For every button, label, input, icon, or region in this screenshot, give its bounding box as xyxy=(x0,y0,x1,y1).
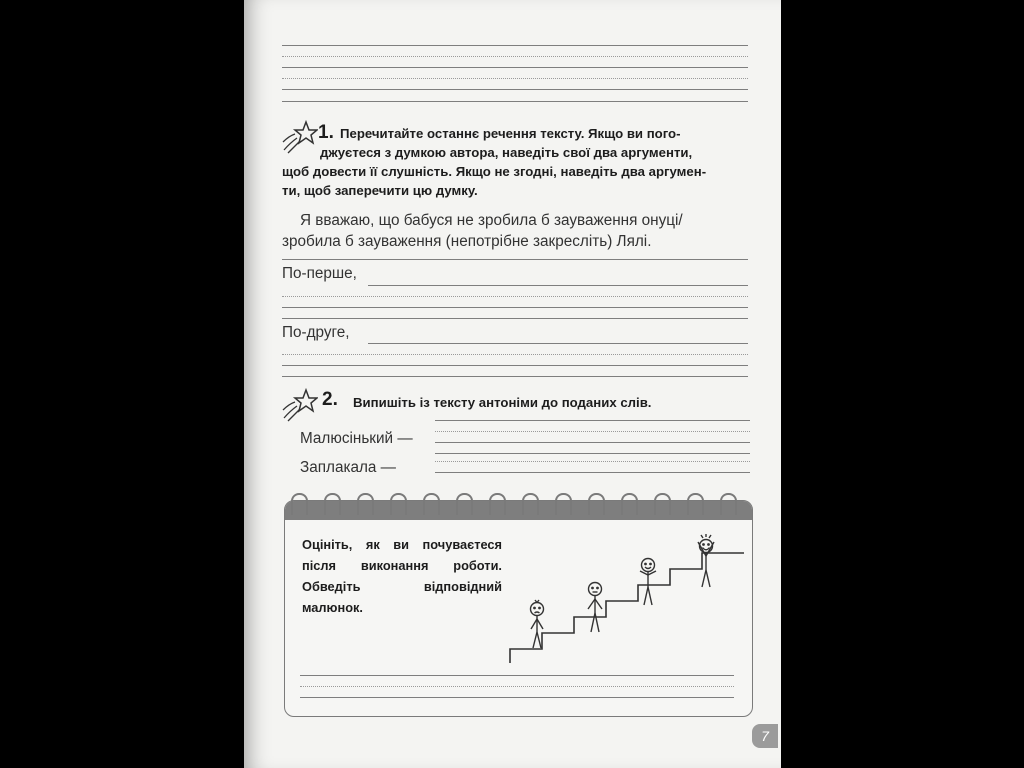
spiral-ring xyxy=(654,493,671,515)
spiral-ring xyxy=(357,493,374,515)
mood-staircase-illustration xyxy=(500,525,750,675)
spiral-ring xyxy=(423,493,440,515)
writing-line[interactable] xyxy=(282,89,748,90)
writing-line[interactable] xyxy=(282,318,748,319)
task-1-sentence-line-1: Я вважаю, що бабуся не зробила б зауваження онуці/ xyxy=(300,212,683,229)
notepad-writing-line[interactable] xyxy=(300,697,734,698)
writing-line[interactable] xyxy=(282,45,748,46)
writing-guide-line xyxy=(282,354,748,355)
writing-line[interactable] xyxy=(282,67,748,68)
task-2-number: 2. xyxy=(322,389,338,410)
task-1-instruction-line-2: джуєтеся з думкою автора, наведіть свої два аргументи, xyxy=(320,145,693,160)
writing-guide-line xyxy=(435,431,750,432)
second-argument-line[interactable] xyxy=(368,343,748,344)
task-1-sentence-line-2: зробила б зауваження (непотрібне закресліть) Лялі. xyxy=(282,233,652,250)
task-1-instruction-line-1: Перечитайте останнє речення тексту. Якщо ви пого- xyxy=(340,126,681,141)
writing-line[interactable] xyxy=(282,365,748,366)
antonym-word-2: Заплакала — xyxy=(300,459,396,476)
task-1-instruction-line-4: ти, щоб заперечити цю думку. xyxy=(282,183,478,198)
writing-line[interactable] xyxy=(435,420,750,421)
writing-guide-line xyxy=(282,78,748,79)
writing-line[interactable] xyxy=(282,307,748,308)
second-argument-label: По-друге, xyxy=(282,324,350,341)
spiral-ring xyxy=(390,493,407,515)
spiral-ring xyxy=(456,493,473,515)
spiral-ring xyxy=(489,493,506,515)
writing-guide-line xyxy=(282,296,748,297)
page-number: 7 xyxy=(752,724,778,748)
antonym-answer-line-1[interactable] xyxy=(435,442,750,443)
spiral-ring xyxy=(324,493,341,515)
spiral-ring xyxy=(621,493,638,515)
task-1-number: 1. xyxy=(318,122,334,143)
notepad-writing-line[interactable] xyxy=(300,675,734,676)
spiral-ring xyxy=(720,493,737,515)
notepad-header xyxy=(285,501,752,520)
antonym-word-1: Малюсінький — xyxy=(300,430,413,447)
task-2-instruction: Випишіть із тексту антоніми до поданих слів. xyxy=(353,395,652,410)
neutral-figure-icon xyxy=(588,583,602,633)
star-icon xyxy=(282,388,318,422)
spiral-ring xyxy=(687,493,704,515)
writing-line[interactable] xyxy=(282,101,748,102)
writing-line[interactable] xyxy=(282,376,748,377)
spiral-ring xyxy=(555,493,572,515)
antonym-answer-line-2[interactable] xyxy=(435,472,750,473)
writing-guide-line xyxy=(300,686,734,687)
first-argument-label: По-перше, xyxy=(282,265,357,282)
very-happy-figure-icon xyxy=(698,534,714,587)
star-icon xyxy=(282,120,318,154)
spiral-ring xyxy=(291,493,308,515)
spiral-ring xyxy=(522,493,539,515)
spiral-ring xyxy=(588,493,605,515)
happy-figure-icon xyxy=(640,559,656,606)
writing-guide-line xyxy=(435,461,750,462)
writing-line[interactable] xyxy=(435,453,750,454)
self-assessment-text: Оцініть, як ви почуваєтеся після виконання роботи. Обведіть відповідний малюнок. xyxy=(302,537,502,615)
task-1-instruction-line-3: щоб довести її слушність. Якщо не згодні, наведіть два аргумен- xyxy=(282,164,707,179)
writing-line[interactable] xyxy=(282,259,748,260)
staircase-icon xyxy=(510,553,744,663)
writing-guide-line xyxy=(282,56,748,57)
first-argument-line[interactable] xyxy=(368,285,748,286)
